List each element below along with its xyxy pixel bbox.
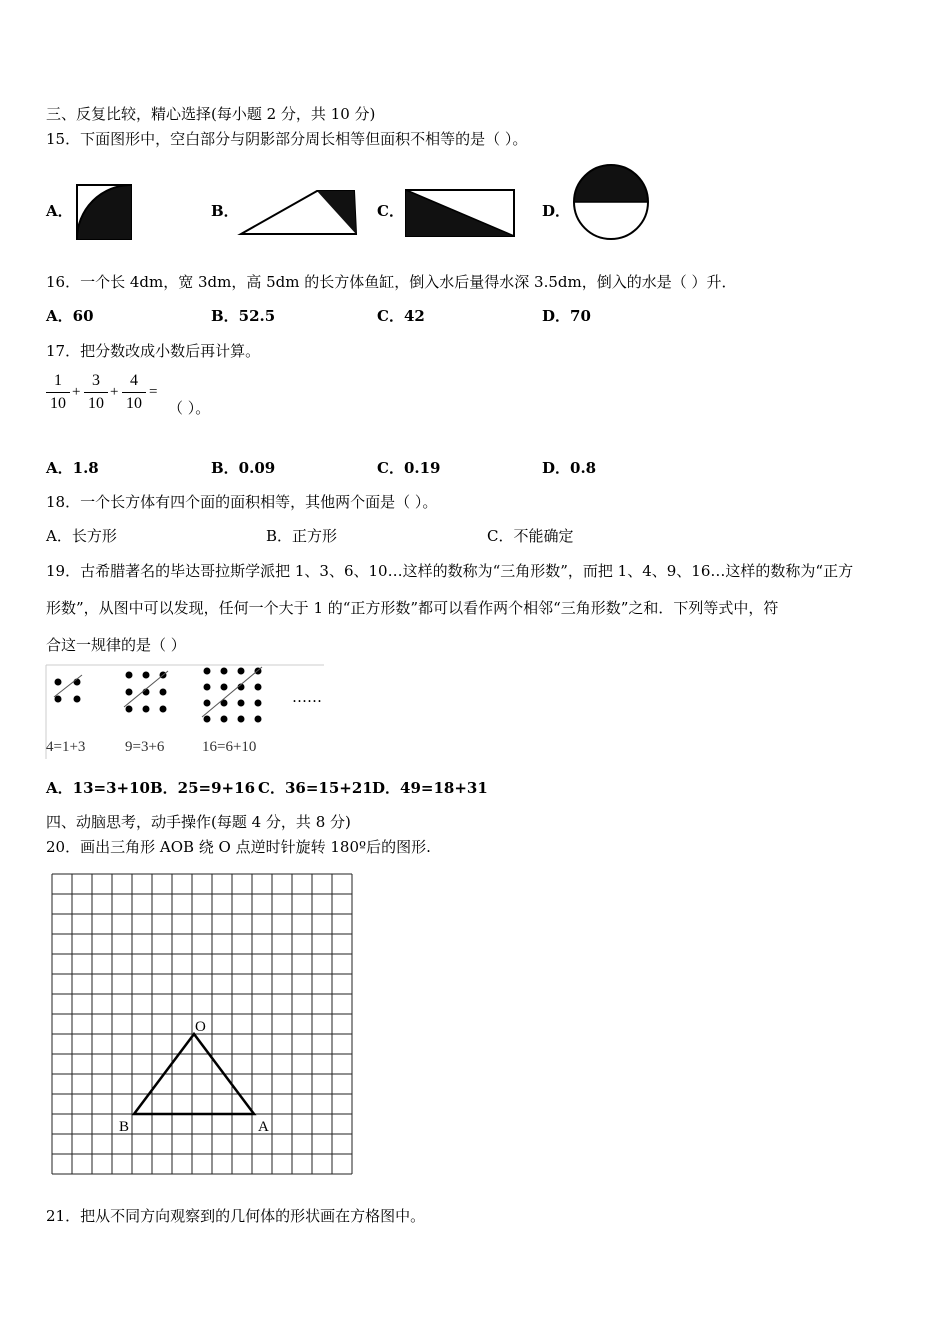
point-b-label: B [119,1119,130,1135]
q19-option-d[interactable]: D．49=18+31 [372,779,488,797]
q19-figure-label-3: 16=6+10 [202,739,257,755]
q17-option-a[interactable]: A．1.8 [46,459,99,477]
question-17-stem: 17．把分数改成小数后再计算。 [46,342,261,360]
fraction-1-10 [46,372,70,413]
q18-option-c[interactable]: C．不能确定 [487,527,574,545]
section-heading-3: 三、反复比较，精心选择(每小题 2 分，共 10 分) [46,105,376,123]
q16-option-c[interactable]: C．42 [377,307,425,325]
question-19-line-1: 19．古希腊著名的毕达哥拉斯学派把 1、3、6、10…这样的数称为“三角形数”，而把 1、4、9、16…这样的数称为“正方 [46,562,854,580]
section-heading-4: 四、动脑思考，动手操作(每题 4 分，共 8 分) [46,813,351,831]
q16-option-a[interactable]: A．60 [46,307,94,325]
q19-option-a[interactable]: A．13=3+10 [46,779,150,797]
question-20-stem: 20．画出三角形 AOB 绕 O 点逆时针旋转 180º后的图形. [46,838,431,856]
q15-option-c-label: C． [377,202,404,220]
fraction-3-10 [84,372,108,413]
q17-option-c[interactable]: C．0.19 [377,459,441,477]
question-19-line-2: 形数”，从图中可以发现，任何一个大于 1 的“正方形数”都可以看作两个相邻“三角形数”之和．下列等式中，符 [46,599,779,617]
equals-sign: = [149,384,158,400]
q19-option-c[interactable]: C．36=15+21 [258,779,373,797]
fraction-numerator: 4 [130,372,138,389]
q18-option-b[interactable]: B．正方形 [266,527,338,545]
question-16-stem: 16．一个长 4dm，宽 3dm，高 5dm 的长方体鱼缸，倒入水后量得水深 3.5dm，倒入的水是（ ）升． [46,273,737,291]
q19-figure-label-1: 4=1+3 [46,739,86,755]
q19-figure-label-2: 9=3+6 [125,739,165,755]
fraction-numerator: 1 [54,372,62,389]
q19-dot-figure [46,665,326,760]
fraction-numerator: 3 [92,372,100,389]
q15-figure-c [405,189,517,239]
plus-sign: + [72,384,81,400]
q15-option-b-label: B． [211,202,239,220]
q17-option-b[interactable]: B．0.09 [211,459,276,477]
q19-option-b[interactable]: B．25=9+16 [150,779,256,797]
fraction-denominator: 10 [126,395,142,412]
question-21-stem: 21．把从不同方向观察到的几何体的形状画在方格图中。 [46,1207,426,1225]
q15-option-a-label: A． [46,202,73,220]
q16-option-b[interactable]: B．52.5 [211,307,276,325]
q15-option-d-label: D． [542,202,571,220]
q18-option-a[interactable]: A．长方形 [46,527,117,545]
plus-sign: + [110,384,119,400]
question-19-line-3: 合这一规律的是（ ） [46,636,186,654]
fraction-denominator: 10 [88,395,104,412]
q15-figure-a [76,184,132,240]
q17-option-d[interactable]: D．0.8 [542,459,597,477]
answer-blank: （ ）。 [168,399,211,417]
q19-ellipsis: …… [292,688,322,706]
q16-option-d[interactable]: D．70 [542,307,591,325]
question-18-stem: 18．一个长方体有四个面的面积相等，其他两个面是（ ）。 [46,493,438,511]
q15-figure-d [570,164,654,244]
fraction-denominator: 10 [50,395,66,412]
point-a-label: A [258,1119,269,1135]
q15-figure-b [239,189,359,237]
question-15-stem: 15．下面图形中，空白部分与阴影部分周长相等但面积不相等的是（ ）。 [46,130,528,148]
point-o-label: O [195,1019,206,1035]
fraction-4-10 [122,372,146,413]
